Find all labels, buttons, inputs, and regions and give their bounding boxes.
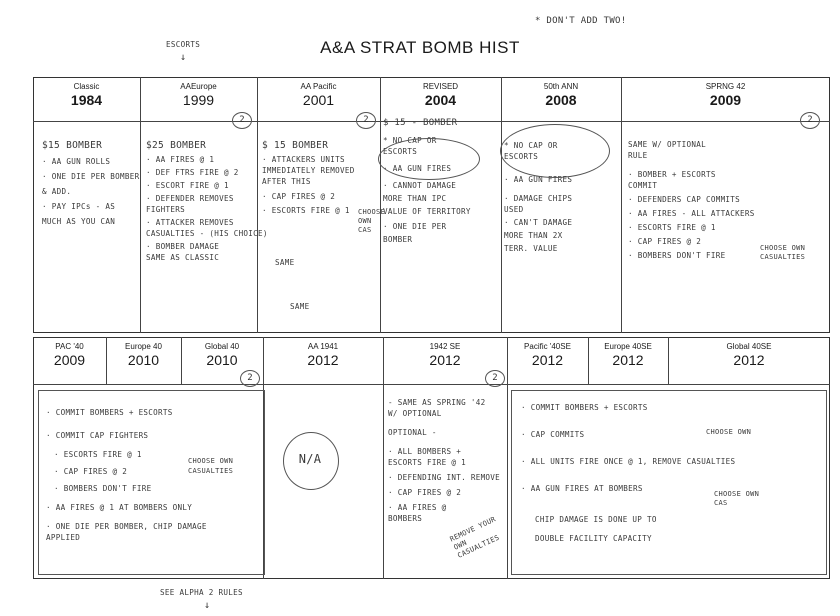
header-europe-40se: Europe 40SE 2012 [604, 342, 652, 368]
circled-number: 2 [356, 112, 376, 129]
cell-50th-ann: * NO CAP OR ESCORTS · AA GUN FIRES · DAMAGE CHIPS USED · CAN'T DAMAGE MORE THAN 2X TERR. VALUE [504, 141, 573, 253]
header-aa-pacific: AA Pacific 2001 [300, 82, 337, 108]
cell-1942-se: - SAME AS SPRING '42 W/ OPTIONAL OPTIONAL - · ALL BOMBERS + ESCORTS FIRE @ 1 · DEFENDING INT. REMOVE · CAP FIRES @ 2 · AA FIRES @ BOMBERS [388, 398, 501, 523]
escorts-note: ESCORTS [166, 40, 201, 49]
cell-se-editions: · COMMIT BOMBERS + ESCORTS · CAP COMMITS · ALL UNITS FIRE ONCE @ 1, REMOVE CASUALTIES · AA GUN FIRES AT BOMBERS CHIP DAMAGE IS DONE UP TO DOUBLE FACILITY CAPACITY [521, 403, 736, 543]
cell-40-editions: · COMMIT BOMBERS + ESCORTS · COMMIT CAP FIGHTERS · ESCORTS FIRE @ 1 · CAP FIRES @ 2 · BOMBERS DON'T FIRE · AA FIRES @ 1 AT BOMBERS ONLY · ONE DIE PER BOMBER, CHIP DAMAGE APPLIED [46, 408, 207, 542]
cell-sprng-42: SAME W/ OPTIONAL RULE · BOMBER + ESCORTS COMMIT · DEFENDERS CAP COMMITS · AA FIRES - ALL ATTACKERS · ESCORTS FIRE @ 1 · CAP FIRES @ 2 · BOMBERS DON'T FIRE [628, 140, 755, 260]
header-europe-40: Europe 40 2010 [125, 342, 162, 368]
header-sprng-42: SPRNG 42 2009 [705, 82, 746, 108]
arrow-down-icon: ↓ [180, 52, 187, 63]
same-note: SAME [290, 302, 310, 311]
header-aaeurope: AAEurope 1999 [180, 82, 217, 108]
header-1942-se: 1942 SE 2012 [429, 342, 461, 368]
choose-own-casualties-note: CHOOSE OWN CASUALTIES [760, 244, 806, 261]
header-global-40: Global 40 2010 [204, 342, 240, 368]
header-revised: REVISED 2004 [422, 82, 459, 108]
page-title: A&A STRAT BOMB HIST [320, 38, 520, 57]
cell-classic: $15 BOMBER · AA GUN ROLLS · ONE DIE PER BOMBER & ADD. · PAY IPCs - AS MUCH AS YOU CAN [42, 140, 140, 226]
highlight-oval [378, 138, 480, 180]
circled-number: 2 [485, 370, 505, 387]
same-note: SAME [275, 258, 295, 267]
cell-aaeurope: $25 BOMBER · AA FIRES @ 1 · DEF FTRS FIRE @ 2 · ESCORT FIRE @ 1 · DEFENDER REMOVES FIGHTERS · ATTACKER REMOVES CASUALTIES - (HIS CHOICE) · BOMBER DAMAGE SAME AS CLASSIC [146, 140, 268, 262]
cell-revised: $ 15 - BOMBER * NO CAP OR ESCORTS · AA GUN FIRES · CANNOT DAMAGE MORE THAN IPC VALUE OF TERRITORY · ONE DIE PER BOMBER [383, 118, 471, 244]
arrow-down-icon: ↓ [204, 600, 211, 611]
header-global-40se: Global 40SE 2012 [726, 342, 772, 368]
circled-number: 2 [800, 112, 820, 129]
dont-add-two-note: * DON'T ADD TWO! [535, 16, 627, 26]
header-50th-ann: 50th ANN 2008 [543, 82, 579, 108]
see-alpha-rules-note: SEE ALPHA 2 RULES [160, 588, 243, 597]
cell-aa-pacific: $ 15 BOMBER · ATTACKERS UNITS IMMEDIATELY REMOVED AFTER THIS · CAP FIRES @ 2 · ESCORTS FIRE @ 1 [262, 140, 355, 215]
choose-own-cas-note: CHOOSE OWN CAS [714, 490, 760, 507]
remove-own-casualties-note: REMOVE YOUR OWN CASUALTIES [448, 515, 501, 560]
highlight-oval [500, 124, 610, 178]
na-label: N/A [298, 452, 322, 466]
choose-own-casualties-note: CHOOSE OWN CASUALTIES [188, 457, 234, 475]
circled-number: 2 [240, 370, 260, 387]
header-aa-1941: AA 1941 2012 [307, 342, 339, 368]
header-pacific-40se: Pacific '40SE 2012 [524, 342, 571, 368]
header-classic: Classic 1984 [70, 82, 103, 108]
choose-own-cas-note: CHOOSE OWN CAS [358, 208, 386, 234]
header-pac-40: PAC '40 2009 [53, 342, 86, 368]
choose-own-note: CHOOSE OWN [706, 428, 752, 436]
circled-number: 2 [232, 112, 252, 129]
